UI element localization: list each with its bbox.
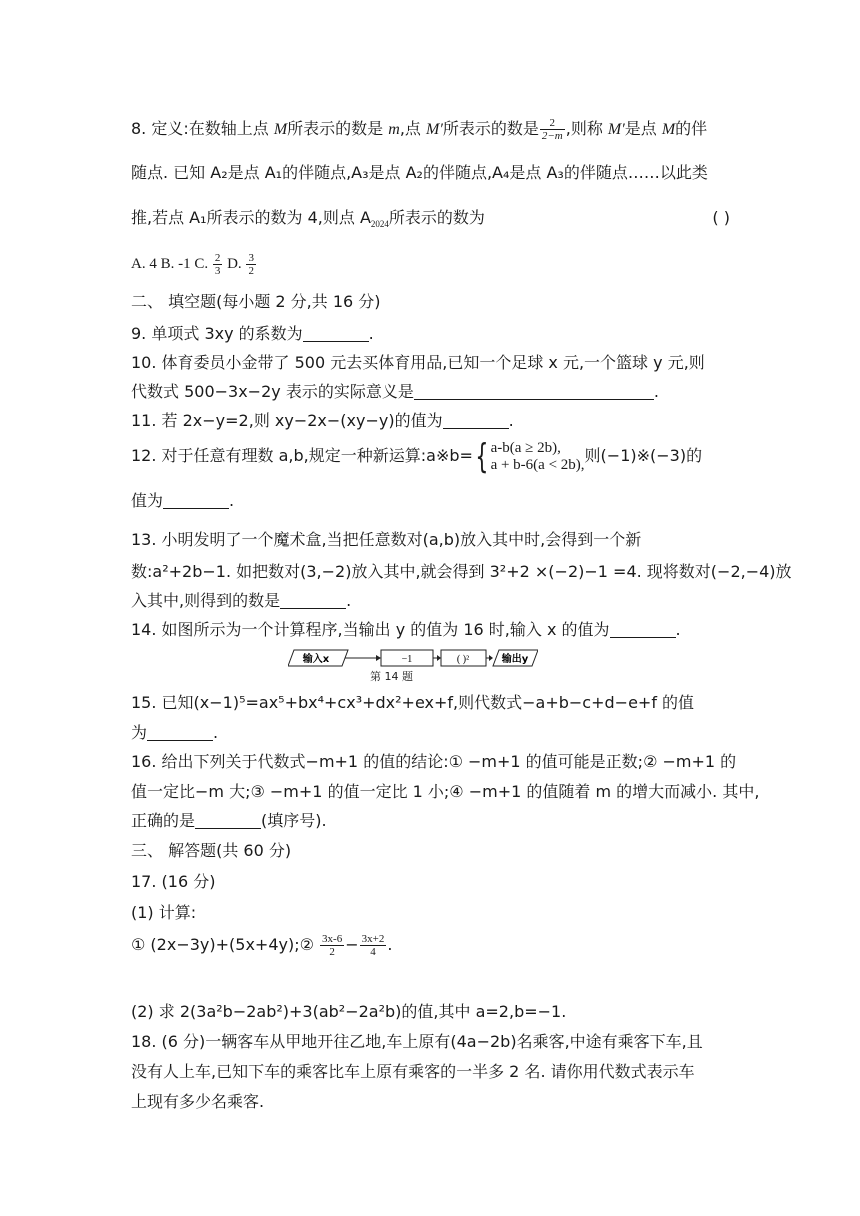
arrowhead-3 [489,655,493,661]
q14 [131,619,681,641]
piecewise-cases [491,440,585,474]
frac-numerator: 3x-6 [322,933,343,945]
var-M-prime: M′ [426,121,443,138]
q16-line3 [131,810,327,832]
frac-numerator: 3 [248,252,254,264]
minus-sign: − [345,935,359,954]
q13-end: . [346,591,352,610]
arrowhead-2 [437,655,441,661]
q12-text: 值为 [131,491,164,510]
q15-end: . [213,723,219,742]
fraction-2-over-2-minus-m [540,117,565,142]
q17-part2: (2) 求 2(3a²b−2ab²)+3(ab²−2a²b)的值,其中 a=2,b=−1. [131,1002,567,1021]
q10-end: . [653,382,659,401]
frac-numerator: 2 [214,252,221,264]
options-a-b-c: A. 4 B. -1 C. [131,255,209,272]
case-2: a + b-6(a < 2b), [490,456,585,473]
q8-line1 [131,117,707,142]
q8-text: 所表示的数是 [287,119,389,138]
frac-denominator: 4 [370,946,376,958]
frac-denominator: 3 [214,265,221,277]
q17-head: 17. (16 分) [131,872,216,891]
fraction-3x-plus-2-over-4 [360,933,387,958]
frac-denominator: 2 [329,946,335,958]
option-d-label: D. [227,255,242,272]
q8-text: 所表示的数为 [388,208,485,227]
arrowhead-1 [376,655,381,661]
q8-text: 的伴 [675,119,708,138]
flow-output-label: 输出y [501,654,529,665]
section-3-heading: 三、 解答题(共 60 分) [131,841,292,860]
q16-text: 正确的是 [131,811,196,830]
q15-text: 为 [131,723,148,742]
q8-text: 是点 [624,119,662,138]
q8-text: 推,若点 A₁所表示的数为 4,则点 A [131,208,371,227]
flow-op1-label: −1 [401,654,413,665]
var-M-prime: M′ [607,121,625,138]
q8-text: ,则称 [565,119,608,138]
q13-line2: 数:a²+2b−1. 如把数对(3,−2)放入其中,就会得到 3²+2 ×(−2)−1 =4. 现将数对(−2,−4)放 [131,562,792,581]
answer-blank[interactable] [414,383,654,400]
q18-line3: 上现有多少名乘客. [131,1092,265,1111]
frac-numerator: 2 [540,117,565,130]
q16-end: (填序号). [261,811,327,830]
fraction-3x-6-over-2 [320,933,344,958]
q15-line1: 15. 已知(x−1)⁵=ax⁵+bx⁴+cx³+dx²+ex+f,则代数式−a+b−c+d−e+f 的值 [131,693,695,712]
q11-end: . [508,411,514,430]
q18-line2: 没有人上车,已知下车的乘客比车上原有乘客的一半多 2 名. 请你用代数式表示车 [131,1062,695,1081]
q17-end: . [387,935,393,954]
q8-line3 [131,207,730,235]
answer-blank[interactable] [195,812,261,829]
q15-line2 [131,722,218,744]
figure-caption: 第 14 题 [370,670,413,683]
q11 [131,410,514,432]
q8-text: 所表示的数是 [442,119,539,138]
q16-line1: 16. 给出下列关于代数式−m+1 的值的结论:① −m+1 的值可能是正数;② −m+1 的 [131,752,737,771]
frac-denominator: 2 [248,265,254,277]
q9-text: 9. 单项式 3xy 的系数为 [131,324,303,343]
q16-line2: 值一定比−m 大;③ −m+1 的值一定比 1 小;④ −m+1 的值随着 m 的增大而减小. 其中, [131,782,760,801]
section-2-heading: 二、 填空题(每小题 2 分,共 16 分) [131,292,381,311]
answer-parentheses: ( ) [712,208,730,227]
q18-line1: 18. (6 分)一辆客车从甲地开往乙地,车上原有(4a−2b)名乘客,中途有乘客下车,且 [131,1032,703,1051]
answer-blank[interactable] [147,724,213,741]
q9 [131,323,374,345]
q13-line3 [131,590,351,612]
flow-input-label: 输入x [302,654,330,665]
left-brace: { [475,436,489,477]
q8-text: 8. 定义:在数轴上点 [131,119,274,138]
q10-text: 代数式 500−3x−2y 表示的实际意义是 [131,382,414,401]
case-1: a-b(a ≥ 2b), [490,439,561,456]
frac-denominator: 2−m [541,130,563,142]
q12-line2 [131,490,234,512]
q12-text: 12. 对于任意有理数 a,b,规定一种新运算:a※b= [131,446,473,465]
answer-blank[interactable] [280,592,346,609]
answer-blank[interactable] [610,621,676,638]
q17-expr-1: ① (2x−3y)+(5x+4y);② [131,935,314,954]
q11-text: 11. 若 2x−y=2,则 xy−2x−(xy−y)的值为 [131,411,443,430]
q17-part1: (1) 计算: [131,903,197,922]
q12-line1 [131,436,703,477]
option-c-fraction [213,252,223,277]
q13-line1: 13. 小明发明了一个魔术盒,当把任意数对(a,b)放入其中时,会得到一个新 [131,530,642,549]
q8-line2: 随点. 已知 A₂是点 A₁的伴随点,A₃是点 A₂的伴随点,A₄是点 A₃的伴随点……以此类 [131,163,708,182]
subscript-2024: 2024 [370,219,389,230]
q8-options [131,252,257,277]
option-d-fraction [246,252,256,277]
q12-text: 则(−1)※(−3)的 [584,446,703,465]
answer-blank[interactable] [163,492,229,509]
var-m: m [388,121,400,138]
var-M: M [661,121,676,138]
frac-numerator: 3x+2 [361,933,385,945]
q10-line2 [131,381,659,403]
answer-blank[interactable] [303,325,369,342]
q14-text: 14. 如图所示为一个计算程序,当输出 y 的值为 16 时,输入 x 的值为 [131,620,610,639]
q17-part1-items [131,930,392,960]
q8-text: ,点 [399,119,427,138]
q12-end: . [229,491,235,510]
calculation-flowchart [288,648,538,668]
q13-text: 入其中,则得到的数是 [131,591,281,610]
answer-blank[interactable] [443,412,509,429]
q9-end: . [368,324,374,343]
q14-end: . [675,620,681,639]
var-M: M [273,121,288,138]
q10-line1: 10. 体育委员小金带了 500 元去买体育用品,已知一个足球 x 元,一个篮球 y 元,则 [131,353,705,372]
flow-op2-label: ( )² [456,654,470,665]
